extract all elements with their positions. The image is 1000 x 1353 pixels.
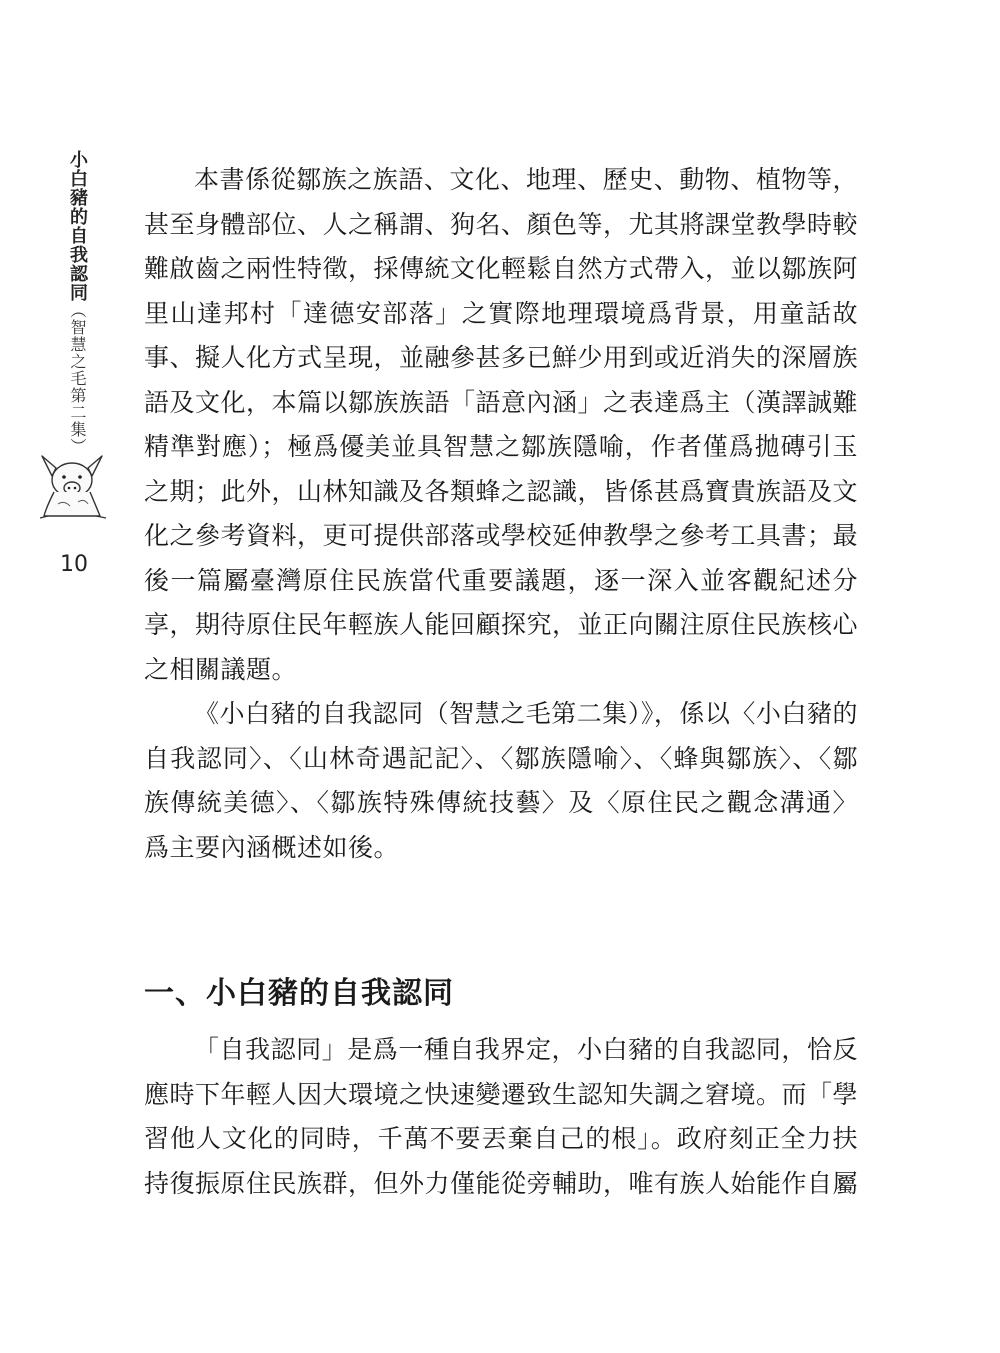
- intro-paragraph: 本書係從鄒族之族語、文化、地理、歷史、動物、植物等，甚至身體部位、人之稱謂、狗名、顏色等，尤其將課堂教學時較難啟齒之兩性特徵，採傳統文化輕鬆自然方式帶入，並以鄒族阿里山達邦村「達德安部落」之實際地理環境爲背景，用童話故事、擬人化方式呈現，並融參甚多已鮮少用到或近消失的深層族語及文化，本篇以鄒族族語「語意內涵」之表達爲主（漢譯誠難精準對應）；極爲優美並具智慧之鄒族隱喻，作者僅爲拋磚引玉之期；此外，山林知識及各類蜂之認識，皆係甚爲寶貴族語及文化之參考資料，更可提供部落或學校延伸教學之參考工具書；最後一篇屬臺灣原住民族當代重要議題，逐一深入並客觀紀述分享，期待原住民年輕族人能回顧探究，並正向關注原住民族核心之相關議題。: [144, 165, 859, 684]
- page-number: 10: [60, 552, 88, 577]
- contents-summary-paragraph: 《小白豬的自我認同（智慧之毛第二集）》，係以〈小白豬的自我認同〉、〈山林奇遇記記〉、〈鄒族隱喻〉、〈蜂與鄒族〉、〈鄒族傳統美德〉、〈鄒族特殊傳統技藝〉及〈原住民之觀念溝通〉爲主要內涵概述如後。: [144, 699, 858, 862]
- section-paragraph: 「自我認同」是爲一種自我界定，小白豬的自我認同，恰反應時下年輕人因大環境之快速變遷致生認知失調之窘境。而「學習他人文化的同時，千萬不要丟棄自己的根」。政府刻正全力扶持復振原住民族群，但外力僅能從旁輔助，唯有族人始能作自屬: [144, 1035, 859, 1198]
- running-head-title: 小白豬的自我認同: [67, 150, 88, 302]
- section-heading: 一、小白豬的自我認同: [144, 976, 454, 1011]
- running-head: [62, 150, 92, 455]
- running-head-subtitle: （智慧之毛第二集）: [68, 302, 87, 455]
- page-body: [144, 158, 858, 1206]
- pig-icon: [34, 446, 110, 522]
